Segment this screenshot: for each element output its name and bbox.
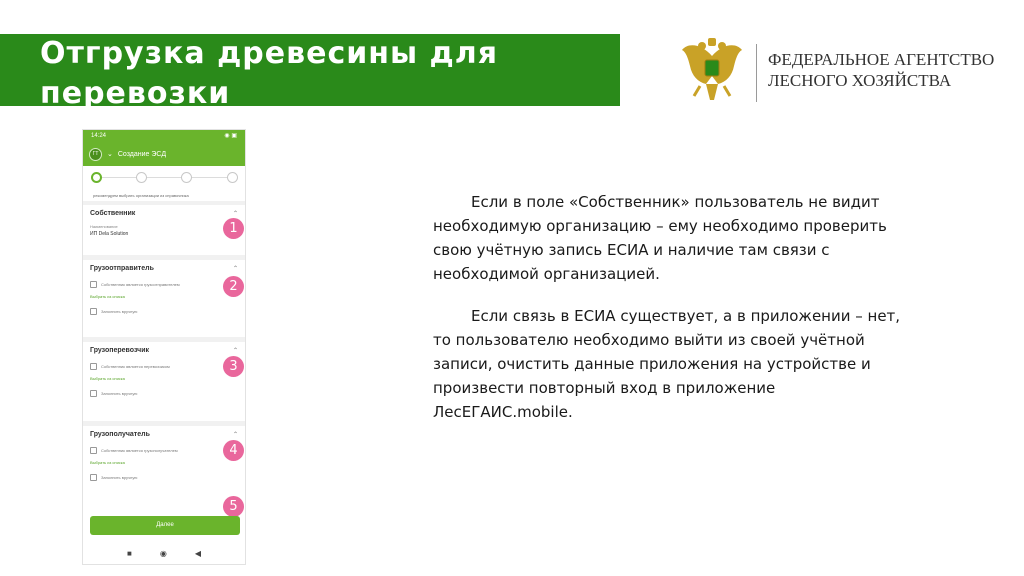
logo-divider (756, 44, 757, 102)
checkbox-row[interactable] (90, 308, 238, 315)
title-line-2: перевозки (40, 76, 231, 111)
badge-4: 4 (223, 440, 244, 461)
badge-5: 5 (223, 496, 244, 517)
section-consignee (83, 426, 245, 504)
phone-screenshot (82, 129, 246, 565)
screen-title: Создание ЭСД (117, 150, 167, 158)
checkbox[interactable] (90, 447, 97, 454)
checkbox[interactable] (90, 281, 97, 288)
app-bar (83, 142, 245, 166)
status-icons: ◉ ▣ (224, 133, 237, 139)
checkbox-row[interactable] (90, 390, 238, 397)
section-title: Грузоотправитель (90, 265, 154, 272)
paragraph-2: Если связь в ЕСИА существует, а в приложении – нет, то пользователю необходимо выйти из своей учётной записи, очистить данные приложения на устройстве и произвести повторный вход в приложение ЛесЕГАИС.mobile. (433, 307, 901, 421)
slide-title (40, 34, 640, 114)
owner-value[interactable]: ИП Dela Solution (90, 231, 129, 237)
step-1[interactable] (91, 172, 102, 183)
checkbox-row[interactable] (90, 281, 238, 288)
badge-1: 1 (223, 218, 244, 239)
recents-icon[interactable]: ■ (127, 548, 132, 558)
checkbox-label: Заполнить вручную (101, 475, 138, 480)
checkbox-label: Собственник является грузополучателем (101, 448, 178, 453)
badge-2: 2 (223, 276, 244, 297)
select-from-list-link[interactable]: Выбрать из списка (90, 294, 125, 299)
section-title: Грузоперевозчик (90, 347, 150, 354)
title-line-1: Отгрузка древесины для (40, 36, 499, 71)
badge-3: 3 (223, 356, 244, 377)
checkbox[interactable] (90, 308, 97, 315)
chevron-up-icon[interactable]: ⌃ (232, 432, 238, 438)
checkbox-row[interactable] (90, 363, 238, 370)
chevron-up-icon[interactable]: ⌃ (232, 211, 238, 217)
checkbox-label: Заполнить вручную (101, 309, 138, 314)
status-time: 14:24 (91, 133, 107, 139)
field-label: Наименование (90, 224, 118, 229)
select-from-list-link[interactable]: Выбрать из списка (90, 376, 125, 381)
select-from-list-link[interactable]: Выбрать из списка (90, 460, 125, 465)
checkbox-label: Заполнить вручную (101, 391, 138, 396)
android-nav-bar (83, 542, 245, 564)
back-icon[interactable]: ◀ (194, 548, 201, 558)
checkbox-label: Собственник является перевозчиком (101, 364, 170, 369)
instructions-text (433, 190, 913, 424)
step-3[interactable] (181, 172, 192, 183)
step-2[interactable] (136, 172, 147, 183)
chevron-up-icon[interactable]: ⌃ (232, 266, 238, 272)
agency-line-1: ФЕДЕРАЛЬНОЕ АГЕНТСТВО (768, 50, 995, 69)
checkbox[interactable] (90, 474, 97, 481)
stepper-line (97, 177, 231, 178)
step-4[interactable] (227, 172, 238, 183)
next-button[interactable]: Далее (90, 516, 240, 535)
checkbox-label: Собственник является грузоотправителем (101, 282, 180, 287)
checkbox-row[interactable] (90, 474, 238, 481)
checkbox[interactable] (90, 390, 97, 397)
avatar[interactable]: ГТ (89, 148, 102, 161)
agency-line-2: ЛЕСНОГО ХОЗЯЙСТВА (768, 71, 952, 90)
section-owner (83, 205, 245, 260)
paragraph-1: Если в поле «Собственник» пользователь не видит необходимую организацию – ему необходимо проверить свою учётную запись ЕСИА и наличие там связи с необходимой организацией. (433, 193, 887, 283)
phone-status-bar (83, 130, 245, 142)
chevron-up-icon[interactable]: ⌃ (232, 348, 238, 354)
section-carrier (83, 342, 245, 426)
checkbox-row[interactable] (90, 447, 238, 454)
double-headed-eagle-emblem (680, 36, 744, 106)
chevron-down-icon[interactable]: ⌄ (107, 151, 113, 158)
section-shipper (83, 260, 245, 342)
agency-name (768, 49, 994, 91)
hint-text: рекомендуем выбрать организации из справочника (83, 191, 245, 205)
home-icon[interactable]: ◉ (159, 548, 167, 558)
checkbox[interactable] (90, 363, 97, 370)
section-title: Собственник (90, 210, 136, 217)
stepper (91, 169, 237, 191)
section-title: Грузополучатель (90, 431, 150, 438)
